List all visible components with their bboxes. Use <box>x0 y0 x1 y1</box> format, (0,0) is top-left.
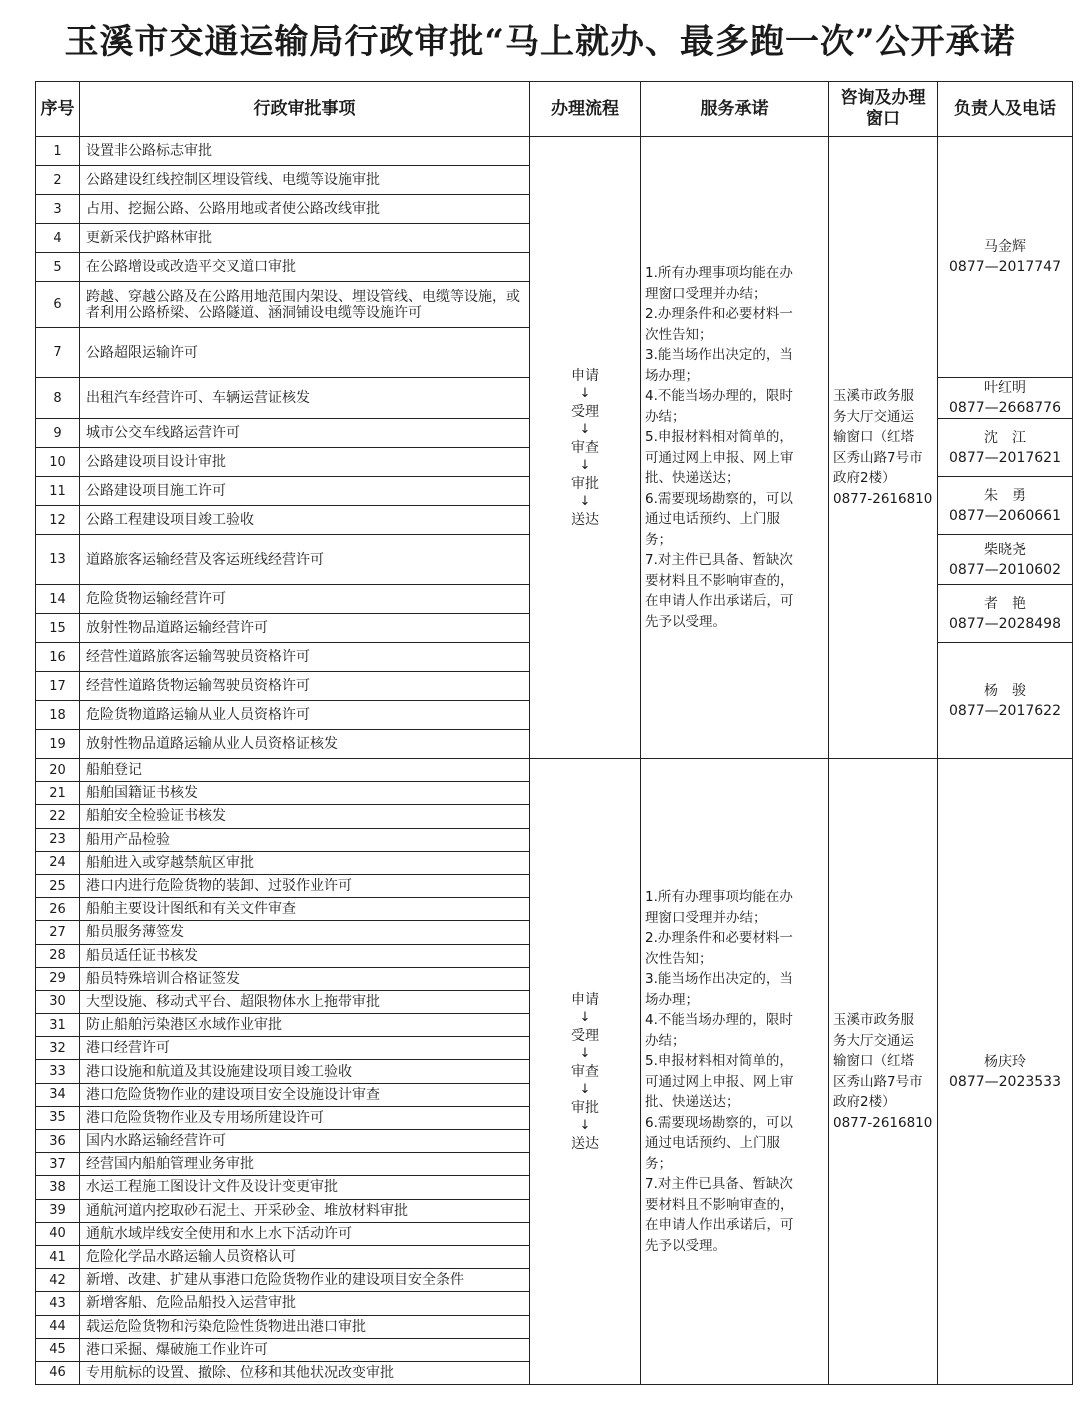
flow-step: 申请 <box>571 991 599 1008</box>
approval-item: 在公路增设或改造平交叉道口审批 <box>80 253 530 282</box>
table-row <box>36 759 1073 782</box>
person-contact <box>938 137 1073 378</box>
flow-step: 送达 <box>571 511 599 528</box>
promise-line: 5.申报材料相对简单的， <box>645 1053 793 1070</box>
promise-line: 7.对主件已具备、暂缺次 <box>645 552 793 568</box>
row-number: 44 <box>36 1315 80 1338</box>
promise-line: 7.对主件已具备、暂缺次 <box>645 1176 793 1193</box>
promise-line: 在申请人作出承诺后，可 <box>645 593 794 609</box>
row-number: 8 <box>36 378 80 419</box>
promise-line: 先予以受理。 <box>645 613 726 630</box>
row-number: 41 <box>36 1245 80 1268</box>
approval-item: 公路建设项目施工许可 <box>80 477 530 506</box>
row-number: 30 <box>36 990 80 1013</box>
flow-arrow-icon: ↓ <box>579 1081 591 1097</box>
promise-line: 次性告知； <box>645 326 713 343</box>
promise-line: 6.需要现场勘察的，可以 <box>645 490 793 507</box>
approval-item: 放射性物品道路运输从业人员资格证核发 <box>80 730 530 759</box>
flow-arrow-icon: ↓ <box>579 1045 591 1061</box>
approval-item: 船员特殊培训合格证签发 <box>80 967 530 990</box>
approval-item: 更新采伐护路林审批 <box>80 224 530 253</box>
table-row <box>36 137 1073 166</box>
approval-item: 危险货物运输经营许可 <box>80 585 530 614</box>
row-number: 7 <box>36 328 80 378</box>
flow-arrow-icon: ↓ <box>579 385 591 401</box>
row-number: 18 <box>36 701 80 730</box>
header-window <box>829 82 938 137</box>
row-number: 33 <box>36 1060 80 1083</box>
approval-item: 专用航标的设置、撤除、位移和其他状况改变审批 <box>80 1361 530 1384</box>
header-process: 办理流程 <box>530 82 641 137</box>
promise-line: 场办理； <box>645 367 699 384</box>
person-name: 沈 江 <box>984 429 1026 446</box>
row-number: 10 <box>36 448 80 477</box>
promise-line: 1.所有办理事项均能在办 <box>645 265 793 281</box>
row-number: 17 <box>36 672 80 701</box>
promise-line: 4.不能当场办理的，限时 <box>645 388 793 404</box>
row-number: 37 <box>36 1153 80 1176</box>
approval-item: 大型设施、移动式平台、超限物体水上拖带审批 <box>80 990 530 1013</box>
approval-item: 船舶国籍证书核发 <box>80 782 530 805</box>
row-number: 38 <box>36 1176 80 1199</box>
approval-item: 港口危险货物作业的建设项目安全设施设计审查 <box>80 1083 530 1106</box>
person-phone: 0877—2017622 <box>949 702 1061 719</box>
process-flow-2 <box>530 759 641 1385</box>
approval-item: 城市公交车线路运营许可 <box>80 419 530 448</box>
approval-item: 经营性道路货物运输驾驶员资格许可 <box>80 672 530 701</box>
service-promise-2 <box>641 759 829 1385</box>
person-phone: 0877—2010602 <box>949 561 1061 578</box>
service-promise-1 <box>641 137 829 759</box>
person-name: 柴晓尧 <box>984 541 1026 558</box>
flow-step: 申请 <box>571 367 599 384</box>
person-name: 叶红明 <box>984 380 1026 396</box>
promise-line: 理窗口受理并办结； <box>645 285 767 302</box>
process-flow-1 <box>530 137 641 759</box>
window-line: 输窗口（红塔 <box>833 1053 914 1070</box>
approval-item: 国内水路运输经营许可 <box>80 1130 530 1153</box>
flow-arrow-icon: ↓ <box>579 493 591 509</box>
person-phone: 0877—2060661 <box>949 507 1061 524</box>
row-number: 15 <box>36 614 80 643</box>
row-number: 46 <box>36 1361 80 1384</box>
flow-step: 审批 <box>571 475 599 492</box>
row-number: 12 <box>36 506 80 535</box>
window-line: 输窗口（红塔 <box>833 429 914 445</box>
header-no: 序号 <box>36 82 80 137</box>
header-person: 负责人及电话 <box>938 82 1073 137</box>
row-number: 14 <box>36 585 80 614</box>
window-line: 务大厅交通运 <box>833 1032 914 1049</box>
approval-item: 船舶进入或穿越禁航区审批 <box>80 851 530 874</box>
promise-line: 4.不能当场办理的，限时 <box>645 1012 793 1029</box>
approval-item: 设置非公路标志审批 <box>80 137 530 166</box>
person-phone: 0877—2028498 <box>949 615 1061 632</box>
approval-item: 港口设施和航道及其设施建设项目竣工验收 <box>80 1060 530 1083</box>
row-number: 22 <box>36 805 80 828</box>
promise-line: 可通过网上申报、网上审 <box>645 449 794 466</box>
promise-line: 通过电话预约、上门服 <box>645 1135 780 1152</box>
approval-item: 公路工程建设项目竣工验收 <box>80 506 530 535</box>
promise-line: 1.所有办理事项均能在办 <box>645 889 793 906</box>
row-number: 24 <box>36 851 80 874</box>
promise-line: 3.能当场作出决定的，当 <box>645 971 793 988</box>
approval-item: 港口内进行危险货物的装卸、过驳作业许可 <box>80 874 530 897</box>
row-number: 25 <box>36 874 80 897</box>
flow-arrow-icon: ↓ <box>579 457 591 473</box>
person-contact <box>938 643 1073 759</box>
approval-item: 通航水域岸线安全使用和水上水下活动许可 <box>80 1222 530 1245</box>
flow-arrow-icon: ↓ <box>579 1117 591 1133</box>
promise-line: 通过电话预约、上门服 <box>645 511 780 527</box>
promise-line: 办结； <box>645 408 686 425</box>
flow-step: 审查 <box>571 439 599 456</box>
approval-item: 经营国内船舶管理业务审批 <box>80 1153 530 1176</box>
person-phone: 0877—2017747 <box>949 259 1061 275</box>
row-number: 5 <box>36 253 80 282</box>
approval-item: 占用、挖掘公路、公路用地或者使公路改线审批 <box>80 195 530 224</box>
window-line: 务大厅交通运 <box>833 408 914 425</box>
header-item: 行政审批事项 <box>80 82 530 137</box>
row-number: 6 <box>36 282 80 328</box>
person-name: 杨 骏 <box>984 682 1026 699</box>
approval-item: 新增客船、危险品船投入运营审批 <box>80 1292 530 1315</box>
row-number: 45 <box>36 1338 80 1361</box>
row-number: 27 <box>36 921 80 944</box>
row-number: 26 <box>36 898 80 921</box>
header-promise: 服务承诺 <box>641 82 829 137</box>
row-number: 20 <box>36 759 80 782</box>
promise-line: 批、快递送达； <box>645 1094 740 1111</box>
row-number: 9 <box>36 419 80 448</box>
row-number: 19 <box>36 730 80 759</box>
row-number: 4 <box>36 224 80 253</box>
promise-line: 6.需要现场勘察的，可以 <box>645 1114 793 1131</box>
row-number: 28 <box>36 944 80 967</box>
header-window-line2: 窗口 <box>866 109 900 129</box>
promise-line: 场办理； <box>645 991 699 1008</box>
flow-arrow-icon: ↓ <box>579 421 591 437</box>
approval-item: 船舶主要设计图纸和有关文件审查 <box>80 898 530 921</box>
approval-item: 水运工程施工图设计文件及设计变更审批 <box>80 1176 530 1199</box>
service-window-1 <box>829 137 938 759</box>
person-contact <box>938 759 1073 1385</box>
promise-line: 务； <box>645 1155 672 1172</box>
row-number: 13 <box>36 535 80 585</box>
promise-line: 要材料且不影响审查的， <box>645 1196 794 1213</box>
approval-item: 船员服务薄签发 <box>80 921 530 944</box>
person-phone: 0877—2668776 <box>949 400 1061 416</box>
approval-item: 跨越、穿越公路及在公路用地范围内架设、埋设管线、电缆等设施，或者利用公路桥梁、公路隧道、涵洞铺设电缆等设施许可 <box>80 282 530 328</box>
row-number: 23 <box>36 828 80 851</box>
approval-item: 港口采掘、爆破施工作业许可 <box>80 1338 530 1361</box>
person-contact <box>938 585 1073 643</box>
approval-item: 道路旅客运输经营及客运班线经营许可 <box>80 535 530 585</box>
approval-table <box>35 81 1073 1385</box>
row-number: 21 <box>36 782 80 805</box>
approval-item: 船舶登记 <box>80 759 530 782</box>
approval-item: 通航河道内挖取砂石泥土、开采砂金、堆放材料审批 <box>80 1199 530 1222</box>
promise-line: 办结； <box>645 1032 686 1049</box>
person-name: 朱 勇 <box>984 487 1026 504</box>
table-header-row <box>36 82 1073 137</box>
row-number: 35 <box>36 1106 80 1129</box>
row-number: 34 <box>36 1083 80 1106</box>
promise-line: 要材料且不影响审查的， <box>645 572 794 589</box>
person-phone: 0877—2023533 <box>949 1073 1061 1090</box>
window-line: 0877-2616810 <box>833 1114 933 1131</box>
promise-line: 次性告知； <box>645 950 713 967</box>
person-contact <box>938 419 1073 477</box>
approval-item: 公路超限运输许可 <box>80 328 530 378</box>
row-number: 36 <box>36 1130 80 1153</box>
row-number: 40 <box>36 1222 80 1245</box>
flow-step: 送达 <box>571 1135 599 1152</box>
approval-item: 船用产品检验 <box>80 828 530 851</box>
approval-item: 港口危险货物作业及专用场所建设许可 <box>80 1106 530 1129</box>
window-line: 区秀山路7号市 <box>833 1073 923 1090</box>
flow-step: 受理 <box>571 1027 599 1044</box>
row-number: 11 <box>36 477 80 506</box>
row-number: 39 <box>36 1199 80 1222</box>
person-contact <box>938 535 1073 585</box>
approval-item: 出租汽车经营许可、车辆运营证核发 <box>80 378 530 419</box>
service-window-2 <box>829 759 938 1385</box>
promise-line: 可通过网上申报、网上审 <box>645 1073 794 1090</box>
window-line: 玉溪市政务服 <box>833 1012 914 1029</box>
approval-item: 船员适任证书核发 <box>80 944 530 967</box>
flow-step: 受理 <box>571 403 599 420</box>
page-title: 玉溪市交通运输局行政审批“马上就办、最多跑一次”公开承诺 <box>64 22 1016 62</box>
person-contact <box>938 477 1073 535</box>
promise-line: 5.申报材料相对简单的， <box>645 429 793 445</box>
promise-line: 务； <box>645 531 672 548</box>
person-contact <box>938 378 1073 419</box>
promise-line: 2.办理条件和必要材料一 <box>645 306 793 322</box>
promise-line: 批、快递送达； <box>645 470 740 486</box>
approval-item: 新增、改建、扩建从事港口危险货物作业的建设项目安全条件 <box>80 1269 530 1292</box>
approval-item: 公路建设红线控制区埋设管线、电缆等设施审批 <box>80 166 530 195</box>
flow-step: 审批 <box>571 1099 599 1116</box>
row-number: 29 <box>36 967 80 990</box>
row-number: 43 <box>36 1292 80 1315</box>
row-number: 3 <box>36 195 80 224</box>
approval-item: 船舶安全检验证书核发 <box>80 805 530 828</box>
person-name: 马金辉 <box>984 239 1026 255</box>
window-line: 区秀山路7号市 <box>833 449 923 466</box>
approval-item: 放射性物品道路运输经营许可 <box>80 614 530 643</box>
promise-line: 先予以受理。 <box>645 1237 726 1254</box>
row-number: 16 <box>36 643 80 672</box>
promise-line: 在申请人作出承诺后，可 <box>645 1217 794 1234</box>
person-name: 杨庆玲 <box>984 1053 1026 1070</box>
window-line: 玉溪市政务服 <box>833 388 914 404</box>
promise-line: 2.办理条件和必要材料一 <box>645 930 793 947</box>
promise-line: 理窗口受理并办结； <box>645 909 767 926</box>
approval-item: 危险货物道路运输从业人员资格许可 <box>80 701 530 730</box>
row-number: 1 <box>36 137 80 166</box>
row-number: 32 <box>36 1037 80 1060</box>
person-name: 者 艳 <box>984 595 1026 612</box>
row-number: 2 <box>36 166 80 195</box>
approval-item: 危险化学品水路运输人员资格认可 <box>80 1245 530 1268</box>
approval-item: 经营性道路旅客运输驾驶员资格许可 <box>80 643 530 672</box>
row-number: 42 <box>36 1269 80 1292</box>
window-line: 0877-2616810 <box>833 490 933 507</box>
header-window-line1: 咨询及办理 <box>840 88 926 108</box>
window-line: 政府2楼） <box>833 470 896 486</box>
window-line: 政府2楼） <box>833 1094 896 1111</box>
approval-item: 载运危险货物和污染危险性货物进出港口审批 <box>80 1315 530 1338</box>
flow-arrow-icon: ↓ <box>579 1009 591 1025</box>
approval-item: 防止船舶污染港区水域作业审批 <box>80 1014 530 1037</box>
approval-item: 公路建设项目设计审批 <box>80 448 530 477</box>
flow-step: 审查 <box>571 1063 599 1080</box>
promise-line: 3.能当场作出决定的，当 <box>645 347 793 363</box>
row-number: 31 <box>36 1014 80 1037</box>
person-phone: 0877—2017621 <box>949 449 1061 466</box>
approval-item: 港口经营许可 <box>80 1037 530 1060</box>
